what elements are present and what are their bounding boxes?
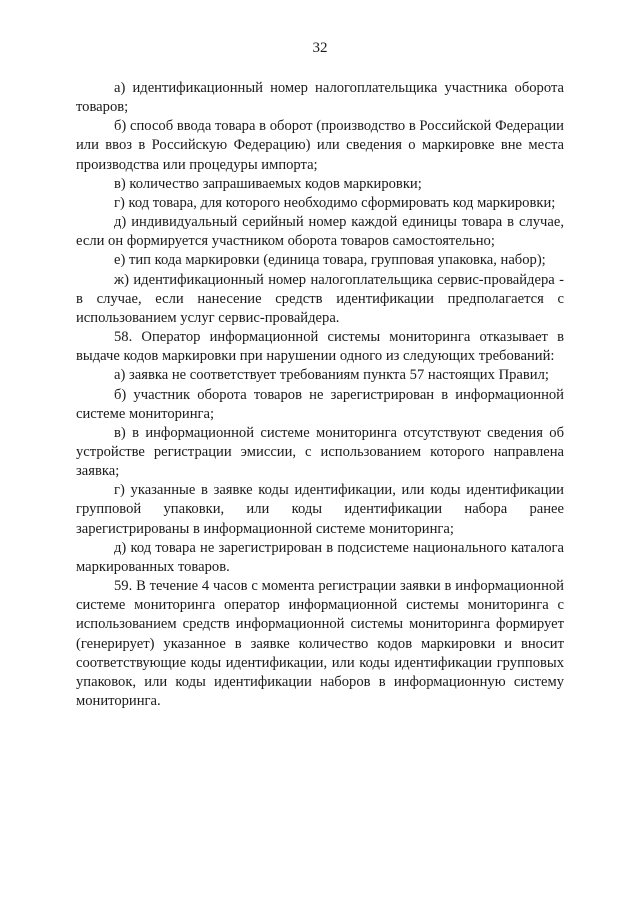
- paragraph-57b: б) способ ввода товара в оборот (производство в Российской Федерации или ввоз в Российскую Федерацию) или сведения о маркировке вне места производства или процедуры импорта;: [76, 118, 564, 173]
- paragraph-57v: в) количество запрашиваемых кодов маркировки;: [114, 175, 422, 192]
- page-number: 32: [312, 40, 328, 56]
- paragraph-59: 59. В течение 4 часов с момента регистрации заявки в информационной системе мониторинга оператор информационной системы мониторинга с использованием средств информационной системы мониторинга формирует (генерирует) указанное в заявке количество кодов маркировки и вносит соответствующие коды идентификации, или коды идентификации групповых упаковок, или коды идентификации наборов в информационную систему мониторинга.: [76, 578, 564, 709]
- paragraph-58: 58. Оператор информационной системы мониторинга отказывает в выдаче кодов маркировки при нарушении одного из следующих требований:: [76, 329, 564, 365]
- paragraph-58g: г) указанные в заявке коды идентификации, или коды идентификации групповой упаковки, или коды идентификации набора ранее зарегистрированы в информационной системе мониторинга;: [76, 482, 564, 537]
- paragraph-57zh: ж) идентификационный номер налогоплательщика сервис-провайдера - в случае, если нанесение средств идентификации предполагается с использованием услуг сервис-провайдера.: [76, 271, 564, 326]
- paragraph-57d: д) индивидуальный серийный номер каждой единицы товара в случае, если он формируется участником оборота товаров самостоятельно;: [76, 214, 564, 250]
- paragraph-58a: а) заявка не соответствует требованиям пункта 57 настоящих Правил;: [114, 367, 549, 384]
- paragraph-58b: б) участник оборота товаров не зарегистрирован в информационной системе мониторинга;: [76, 386, 564, 422]
- paragraph-57e: е) тип кода маркировки (единица товара, групповая упаковка, набор);: [114, 252, 546, 269]
- paragraph-57a: а) идентификационный номер налогоплательщика участника оборота товаров;: [76, 80, 564, 116]
- paragraph-58d: д) код товара не зарегистрирован в подсистеме национального каталога маркированных товаров.: [76, 539, 564, 575]
- paragraph-58v: в) в информационной системе мониторинга отсутствуют сведения об устройстве регистрации эмиссии, с использованием которого направлена заявка;: [76, 424, 564, 480]
- document-body: [76, 79, 564, 711]
- paragraph-57g: г) код товара, для которого необходимо сформировать код маркировки;: [114, 194, 556, 211]
